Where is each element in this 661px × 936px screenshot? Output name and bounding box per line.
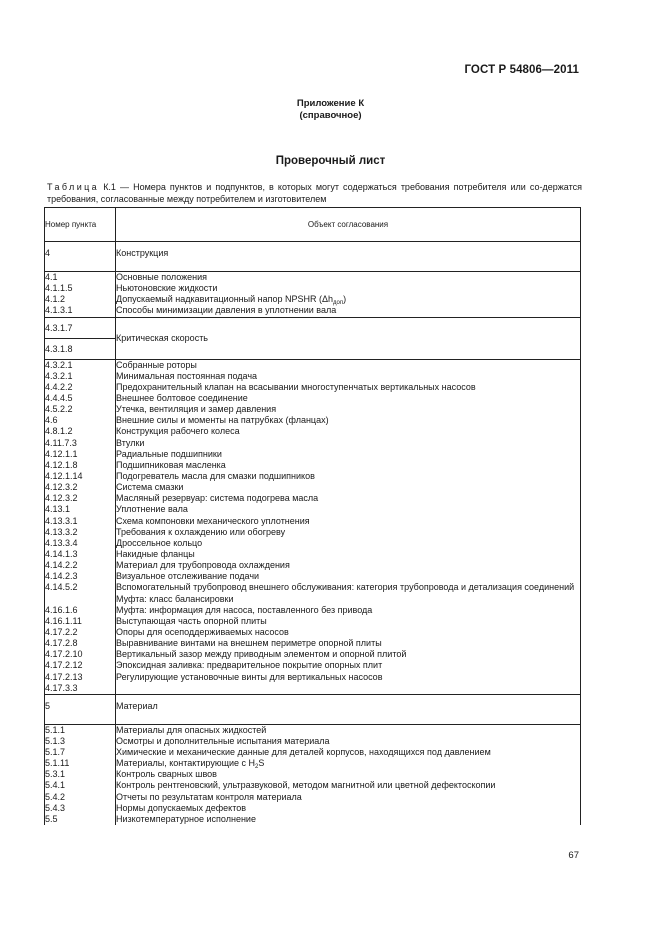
clause-item: Низкотемпературное исполнение bbox=[116, 813, 256, 824]
npshr-close: ) bbox=[343, 294, 347, 305]
clause-number: 4.12.3.2 bbox=[45, 482, 78, 493]
clause-item: Накидные фланцы bbox=[116, 548, 195, 559]
clause-items bbox=[116, 272, 581, 318]
table-caption bbox=[47, 182, 582, 205]
clause-number: 4.8.1.2 bbox=[45, 426, 73, 437]
table-row-group bbox=[45, 724, 581, 825]
clause-number: 4.6 bbox=[45, 415, 58, 426]
clause-number: 4.1 bbox=[45, 272, 58, 282]
header-number: Номер пункта bbox=[45, 208, 116, 242]
clause-item: Муфта: информация для насоса, поставленного без привода bbox=[116, 604, 373, 615]
clause-number: 4.12.1.8 bbox=[45, 459, 78, 470]
table-row bbox=[45, 317, 581, 338]
clause-number: 5.4.3 bbox=[45, 802, 66, 813]
clause-number: 4.1.3.1 bbox=[45, 305, 73, 316]
clause-item: Вспомогательный трубопровод внешнего обслуживания: категория трубопровода и детализация соединений bbox=[116, 582, 575, 593]
clause-number: 4.17.2.2 bbox=[45, 626, 78, 637]
clause-number: 5.1.1 bbox=[45, 724, 66, 735]
clause-numbers bbox=[45, 724, 116, 825]
clause-number: 4.12.3.2 bbox=[45, 493, 78, 504]
clause-items bbox=[116, 359, 581, 694]
clause-item: Вертикальный зазор между приводным элементом и опорной плитой bbox=[116, 649, 407, 660]
clause-item: Подогреватель масла для смазки подшипников bbox=[116, 470, 315, 481]
annex-title: Приложение К bbox=[296, 98, 365, 109]
clause-number: 4.17.2.8 bbox=[45, 638, 78, 649]
clause-number: 4.14.2.2 bbox=[45, 560, 78, 571]
clause-item: Система смазки bbox=[116, 482, 184, 493]
clause-item: Втулки bbox=[116, 437, 145, 448]
clause-item: Схема компоновки механического уплотнения bbox=[116, 515, 310, 526]
section-row bbox=[45, 242, 581, 272]
table-row-group bbox=[45, 359, 581, 694]
clause-number: 5.3.1 bbox=[45, 769, 66, 780]
clause-item: Требования к охлаждению или обогреву bbox=[116, 526, 286, 537]
page-number: 67 bbox=[568, 850, 579, 861]
clause-number: 4.4.2.2 bbox=[45, 381, 73, 392]
clause-number: 4.1.1.5 bbox=[45, 283, 73, 294]
clause-item: Контроль рентгеновский, ультразвуковой, методом магнитной или цветной дефектоскопии bbox=[116, 780, 496, 791]
clause-number: 4.17.3.3 bbox=[45, 682, 78, 693]
section-title: Материал bbox=[116, 694, 581, 724]
document-title: Проверочный лист bbox=[275, 155, 386, 167]
clause-number: 4.13.3.2 bbox=[45, 526, 78, 537]
annex-note: (справочное) bbox=[299, 110, 362, 121]
clause-number: 4.13.3.1 bbox=[45, 515, 78, 526]
clause-number: 5.4.2 bbox=[45, 791, 66, 802]
clause-item: Критическая скорость bbox=[116, 317, 581, 359]
clause-number: 4.3.1.7 bbox=[45, 317, 116, 338]
clause-item: Внешние силы и моменты на патрубках (фланцах) bbox=[116, 415, 329, 426]
clause-number: 5.1.7 bbox=[45, 747, 66, 758]
clause-item-h2s bbox=[116, 758, 580, 769]
section-title: Конструкция bbox=[116, 242, 581, 272]
clause-item: Контроль сварных швов bbox=[116, 769, 217, 780]
clause-number: 4.16.1.11 bbox=[45, 615, 82, 626]
checklist-table bbox=[44, 207, 581, 825]
npshr-subscript: доп bbox=[333, 300, 344, 307]
clause-item: Отчеты по результатам контроля материала bbox=[116, 791, 302, 802]
clause-number: 4.3.1.8 bbox=[45, 338, 116, 359]
clause-item: Эпоксидная заливка: предварительное покрытие опорных плит bbox=[116, 660, 383, 671]
clause-number: 5.1.11 bbox=[45, 758, 70, 769]
clause-item: Нормы допускаемых дефектов bbox=[116, 802, 247, 813]
clause-item: Опоры для осеподдерживаемых насосов bbox=[116, 626, 289, 637]
clause-number: 4.14.1.3 bbox=[45, 548, 78, 559]
section-number: 5 bbox=[45, 694, 116, 724]
clause-item: Химические и механические данные для деталей корпусов, находящихся под давлением bbox=[116, 747, 491, 758]
clause-item-npshr bbox=[116, 294, 580, 305]
table-row-group bbox=[45, 272, 581, 318]
h2s-tail: S bbox=[258, 758, 265, 769]
clause-number: 4.3.2.1 bbox=[45, 359, 73, 370]
clause-number: 4.17.2.10 bbox=[45, 649, 83, 660]
clause-number: 4.14.5.2 bbox=[45, 582, 78, 593]
clause-item: Выравнивание винтами на внешнем периметре опорной плиты bbox=[116, 638, 382, 649]
clause-items bbox=[116, 724, 581, 825]
clause-number: 4.13.1 bbox=[45, 504, 71, 515]
clause-number: 4.1.2 bbox=[45, 294, 66, 305]
header-object: Объект согласования bbox=[116, 208, 581, 242]
clause-number: 4.5.2.2 bbox=[45, 404, 73, 415]
clause-item: Материалы для опасных жидкостей bbox=[116, 724, 267, 735]
clause-item: Подшипниковая масленка bbox=[116, 459, 226, 470]
clause-number: 4.16.1.6 bbox=[45, 604, 78, 615]
clause-item: Основные положения bbox=[116, 272, 208, 282]
clause-item: Муфта: класс балансировки bbox=[116, 593, 234, 604]
table-caption-text: К.1 — Номера пунктов и подпунктов, в которых могут содержаться требования потребителя или со-держатся требования, согласованные между потребителем и изготовителем bbox=[47, 182, 582, 204]
clause-item: Масляный резервуар: система подогрева масла bbox=[116, 493, 319, 504]
clause-number: 4.17.2.12 bbox=[45, 660, 83, 671]
clause-number: 4.4.4.5 bbox=[45, 392, 73, 403]
clause-numbers bbox=[45, 359, 116, 694]
clause-item: Уплотнение вала bbox=[116, 504, 188, 515]
clause-item: Предохранительный клапан на всасывании многоступенчатых вертикальных насосов bbox=[116, 381, 476, 392]
table-caption-label: Таблица bbox=[47, 182, 100, 192]
clause-item: Дроссельное кольцо bbox=[116, 537, 203, 548]
clause-item: Способы минимизации давления в уплотнении вала bbox=[116, 305, 337, 316]
clause-number: 4.3.2.1 bbox=[45, 370, 73, 381]
clause-item: Визуальное отслеживание подачи bbox=[116, 571, 260, 582]
clause-number: 4.12.1.14 bbox=[45, 470, 83, 481]
h2s-text: Материалы, контактирующие с H bbox=[116, 758, 256, 769]
clause-numbers bbox=[45, 272, 116, 318]
clause-item: Конструкция рабочего колеса bbox=[116, 426, 240, 437]
section-number: 4 bbox=[45, 242, 116, 272]
clause-item: Выступающая часть опорной плиты bbox=[116, 615, 267, 626]
section-row bbox=[45, 694, 581, 724]
clause-item: Регулирующие установочные винты для вертикальных насосов bbox=[116, 671, 383, 682]
standard-code: ГОСТ Р 54806—2011 bbox=[464, 64, 579, 76]
npshr-text: Допускаемый надкавитационный напор NPSHR (Δh bbox=[116, 294, 334, 305]
clause-number: 4.14.2.3 bbox=[45, 571, 78, 582]
clause-item: Осмотры и дополнительные испытания материала bbox=[116, 735, 330, 746]
clause-item: Радиальные подшипники bbox=[116, 448, 222, 459]
clause-number: 4.11.7.3 bbox=[45, 437, 77, 448]
clause-item: Минимальная постоянная подача bbox=[116, 370, 258, 381]
clause-item: Утечка, вентиляция и замер давления bbox=[116, 404, 277, 415]
h2s-subscript: 2 bbox=[255, 764, 259, 771]
clause-item: Собранные роторы bbox=[116, 359, 197, 370]
clause-number-blank bbox=[45, 594, 115, 605]
clause-item: Внешнее болтовое соединение bbox=[116, 392, 248, 403]
clause-item: Материал для трубопровода охлаждения bbox=[116, 560, 290, 571]
clause-number: 4.12.1.1 bbox=[45, 448, 78, 459]
clause-number: 5.5 bbox=[45, 813, 58, 824]
clause-number: 5.1.3 bbox=[45, 735, 66, 746]
clause-number: 4.17.2.13 bbox=[45, 671, 83, 682]
clause-number: 5.4.1 bbox=[45, 780, 66, 791]
table-header-row bbox=[45, 208, 581, 242]
clause-number: 4.13.3.4 bbox=[45, 537, 78, 548]
clause-item: Ньютоновские жидкости bbox=[116, 283, 218, 294]
